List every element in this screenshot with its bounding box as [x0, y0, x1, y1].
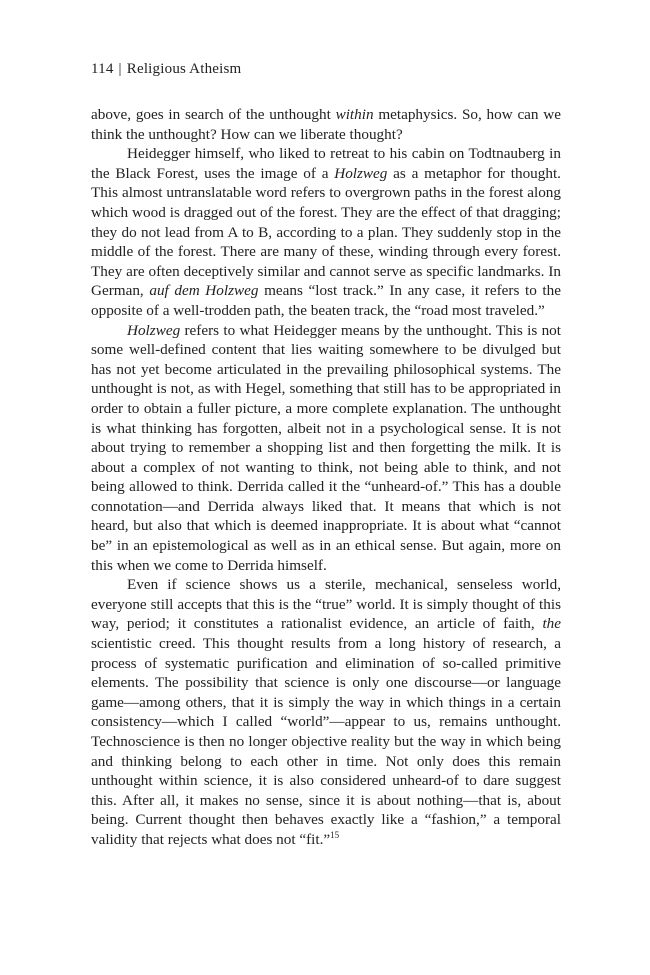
paragraph	[91, 144, 561, 320]
text-run: metaphysics. So, how can we think the unthought? How can we liberate thought?	[91, 106, 561, 143]
text-run: above, goes in search of the unthought	[91, 106, 336, 123]
running-title: Religious Atheism	[126, 61, 242, 77]
text-run: means “lost track.” In any case, it refers to the opposite of a well-trodden path, the beaten track, the “road most traveled.”	[91, 282, 561, 319]
page-number: 114	[91, 61, 114, 77]
paragraph	[91, 105, 561, 144]
footnote-marker: 15	[330, 829, 340, 840]
italic-text: auf dem Holzweg	[149, 282, 259, 300]
text-run: refers to what Heidegger means by the unthought. This is not some well-defined content that lies waiting somewhere to be divulged but has not yet become articulated in the prevailing philosophical systems. The unthought is not, as with Hegel, something that still has to be appropriated in order to obtain a fuller picture, a more complete explanation. The unthought is what thinking has forgotten, albeit not in a psychological sense. It is not about trying to remember a shopping list and then forgetting the milk. It is about a complex of not wanting to think, not being able to think, and not being allowed to think. Derrida called it the “unheard-of.” This has a double connotation—and Derrida always liked that. It means that which is not heard, but also that which is deemed inappropriate. It is about what “cannot be” in an epistemological as well as in an ethical sense. But again, more on this when we come to Derrida himself.	[91, 321, 561, 574]
italic-text: Holzweg	[334, 164, 388, 182]
body-text	[91, 105, 561, 850]
italic-text: Holzweg	[127, 321, 181, 339]
text-run: Even if science shows us a sterile, mechanical, senseless world, everyone still accepts that this is the “true” world. It is simply thought of this way, period; it constitutes a rationalist evidence, an article of faith,	[91, 576, 561, 633]
paragraph	[91, 321, 561, 576]
italic-text: within	[335, 106, 374, 123]
header-separator: |	[118, 61, 122, 77]
text-run: as a metaphor for thought. This almost untranslatable word refers to overgrown paths in the forest along which wood is dragged out of the forest. They are the effect of that dragging; they do not lead from A to B, according to a plan. They suddenly stop in the middle of the forest. There are many of these, winding through every forest. They are often deceptively similar and cannot serve as specific landmarks. In German,	[91, 164, 561, 300]
italic-text: the	[542, 615, 561, 633]
paragraph	[91, 575, 561, 849]
text-run: scientistic creed. This thought results from a long history of research, a process of systematic purification and elimination of so-called primitive elements. The possibility that science is only one discourse—or language game—among others, that it is simply the way in which things in a certain consistency—which I called “world”—appear to us, remains unthought. Technoscience is then no longer objective reality but the way in which being and thinking belong to each other in time. Not only does this remain unthought within science, it is also considered unheard-of to dare suggest this. After all, it makes no sense, since it is about nothing—that is, about being. Current thought then behaves exactly like a “fashion,” a temporal validity that rejects what does not “fit.”	[91, 635, 561, 848]
running-header	[91, 61, 241, 78]
text-run: Heidegger himself, who liked to retreat to his cabin on Todtnauberg in the Black Forest, uses the image of a	[91, 145, 561, 182]
